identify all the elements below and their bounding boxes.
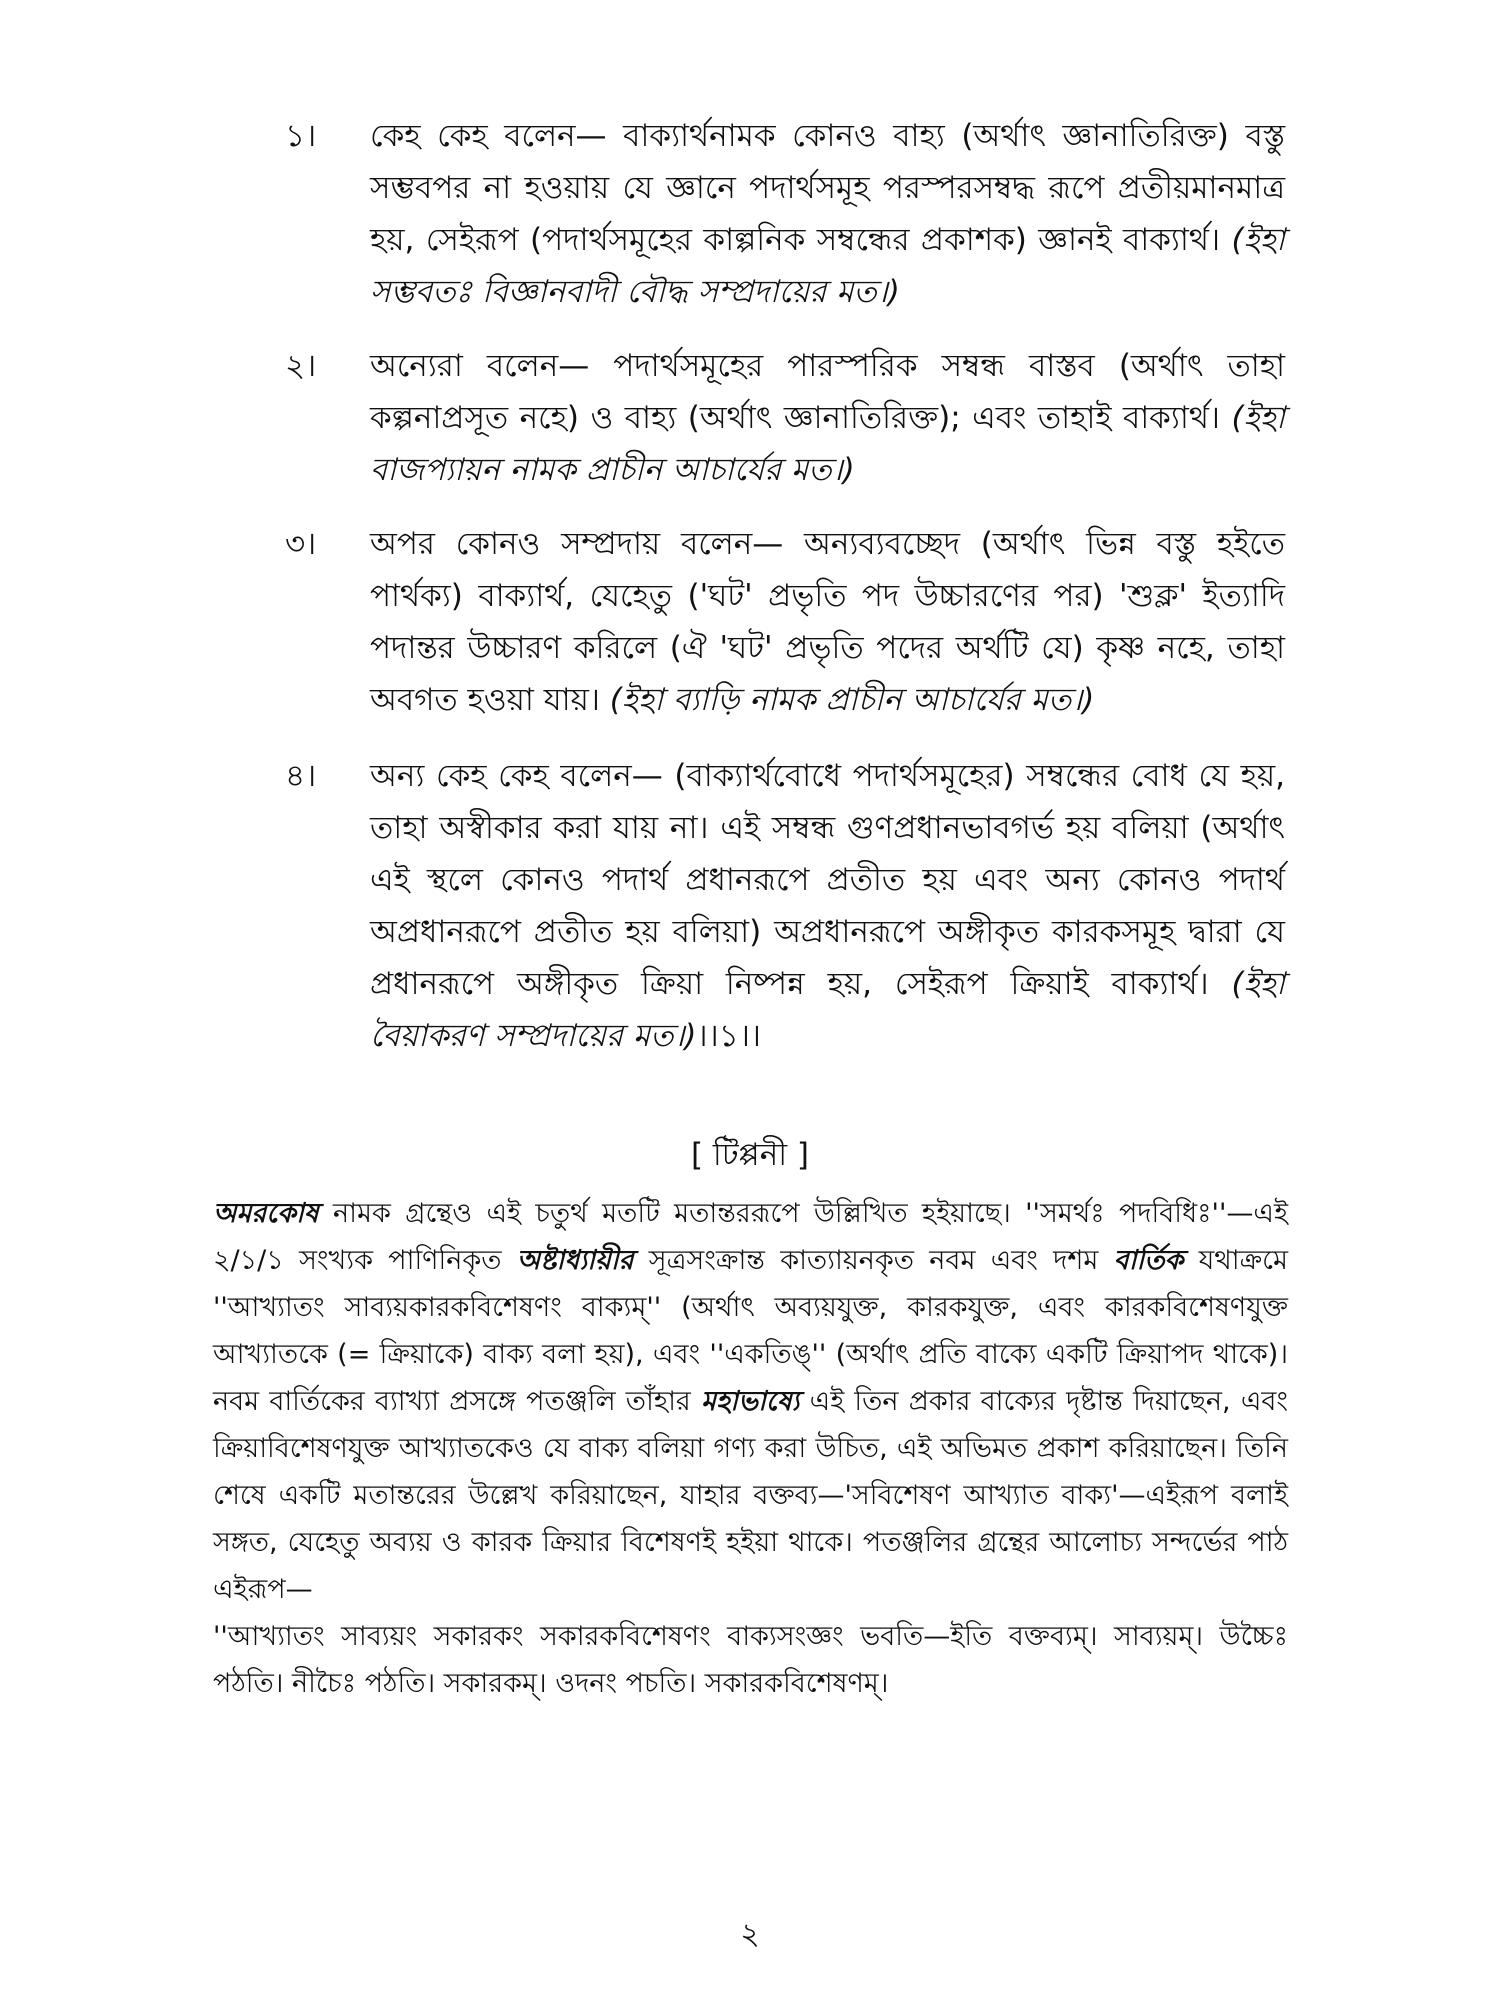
note-text: সূত্রসংক্রান্ত কাত্যায়নকৃত নবম এবং দশম [633, 1245, 1114, 1276]
note-quotation: ''আখ্যাতং সাব্যয়ং সকারকং সকারকবিশেষণং বাক্যসংজ্ঞং ভবতি—ইতি বক্তব্যম্। সাব্যয়ম্। উচ্চৈঃ পঠতি। নীচৈঃ পঠতি। সকারকম্। ওদনং পচতি। সকারকবিশেষণম্। [213, 1621, 1288, 1699]
list-item [285, 750, 1285, 1062]
item-body: অন্যেরা বলেন— পদার্থসমূহের পারস্পরিক সম্বন্ধ বাস্তব (অর্থাৎ তাহা কল্পনাপ্রসূত নহে) ও বাহ্য (অর্থাৎ জ্ঞানাতিরিক্ত); এবং তাহাই বাক্যার্থ। [370, 348, 1285, 436]
item-attribution: (ইহা ব্যাড়ি নামক প্রাচীন আচার্যের মত।) [609, 682, 1095, 718]
note-text: যথাক্রমে ''আখ্যাতং সাব্যয়কারকবিশেষণং বাক্যম্'' (অর্থাৎ অব্যয়যুক্ত, কারকযুক্ত, এবং কারকবিশেষণযুক্ত আখ্যাতকে (= ক্রিয়াকে) বাক্য বলা হয়), এবং ''একতিঙ্'' (অর্থাৎ প্রতি বাক্যে একটি ক্রিয়াপদ থাকে)। নবম বার্তিকের ব্যাখ্যা প্রসঙ্গে পতঞ্জলি তাঁহার [213, 1245, 1288, 1417]
list-item [285, 110, 1285, 318]
item-number: ১। [285, 118, 317, 154]
item-text [370, 518, 1285, 726]
note-body [213, 1190, 1288, 1707]
note-paragraph [213, 1190, 1288, 1613]
item-number: ৪। [285, 758, 317, 794]
item-attribution: (ইহা সম্ভবতঃ বিজ্ঞানবাদী বৌদ্ধ সম্প্রদায়ের মত।) [370, 222, 1285, 310]
verse-number: ।।১।। [696, 1018, 761, 1054]
book-title: বার্তিক [1113, 1245, 1184, 1276]
book-title: অমরকোষ [213, 1198, 319, 1229]
note-text: নামক গ্রন্থেও এই চতুর্থ মতটি মতান্তররূপে উল্লিখিত হইয়াছে। ''সমর্থঃ পদবিধিঃ''—এই ২/১/১ সংখ্যক পাণিনিকৃত [213, 1198, 1288, 1276]
item-text [370, 340, 1285, 496]
note-heading: [ টিপ্পনী ] [690, 1137, 810, 1173]
item-body: কেহ কেহ বলেন— বাক্যার্থনামক কোনও বাহ্য (অর্থাৎ জ্ঞানাতিরিক্ত) বস্তু সম্ভবপর না হওয়ায় যে জ্ঞানে পদার্থসমূহ পরস্পরসম্বদ্ধ রূপে প্রতীয়মানমাত্র হয়, সেইরূপ (পদার্থসমূহের কাল্পনিক সম্বন্ধের প্রকাশক) জ্ঞানই বাক্যার্থ। [370, 118, 1285, 258]
item-attribution: (ইহা বৈয়াকরণ সম্প্রদায়ের মত।) [370, 966, 1285, 1054]
item-text [370, 110, 1285, 318]
item-body: অন্য কেহ কেহ বলেন— (বাক্যার্থবোধে পদার্থসমূহের) সম্বন্ধের বোধ যে হয়, তাহা অস্বীকার করা যায় না। এই সম্বন্ধ গুণপ্রধানভাবগর্ভ হয় বলিয়া (অর্থাৎ এই স্থলে কোনও পদার্থ প্রধানরূপে প্রতীত হয় এবং অন্য কোনও পদার্থ অপ্রধানরূপে প্রতীত হয় বলিয়া) অপ্রধানরূপে অঙ্গীকৃত কারকসমূহ দ্বারা যে প্রধানরূপে অঙ্গীকৃত ক্রিয়া নিষ্পন্ন হয়, সেইরূপ ক্রিয়াই বাক্যার্থ। [370, 758, 1285, 1002]
item-attribution: (ইহা বাজপ্যায়ন নামক প্রাচীন আচার্যের মত।) [370, 400, 1285, 488]
item-text [370, 750, 1285, 1062]
list-item [285, 340, 1285, 496]
book-title: মহাভাষ্যে [700, 1386, 800, 1417]
item-number: ২। [285, 348, 317, 384]
list-item [285, 518, 1285, 726]
item-number: ৩। [285, 526, 317, 562]
item-body: অপর কোনও সম্প্রদায় বলেন— অন্যব্যবচ্ছেদ (অর্থাৎ ভিন্ন বস্তু হইতে পার্থক্য) বাক্যার্থ, যেহেতু ('ঘট' প্রভৃতি পদ উচ্চারণের পর) 'শুক্ল' ইত্যাদি পদান্তর উচ্চারণ করিলে (ঐ 'ঘট' প্রভৃতি পদের অর্থটি যে) কৃষ্ণ নহে, তাহা অবগত হওয়া যায়। [370, 526, 1285, 718]
page-number: ২ [740, 1917, 760, 1952]
book-title: অষ্টাধ্যায়ীর [516, 1245, 634, 1276]
note-text: এই তিন প্রকার বাক্যের দৃষ্টান্ত দিয়াছেন, এবং ক্রিয়াবিশেষণযুক্ত আখ্যাতকেও যে বাক্য বলিয়া গণ্য করা উচিত, এই অভিমত প্রকাশ করিয়াছেন। তিনি শেষে একটি মতান্তরের উল্লেখ করিয়াছেন, যাহার বক্তব্য—'সবিশেষণ আখ্যাত বাক্য'—এইরূপ বলাই সঙ্গত, যেহেতু অব্যয় ও কারক ক্রিয়ার বিশেষণই হইয়া থাকে। পতঞ্জলির গ্রন্থের আলোচ্য সন্দর্ভের পাঠ এইরূপ— [213, 1386, 1289, 1605]
